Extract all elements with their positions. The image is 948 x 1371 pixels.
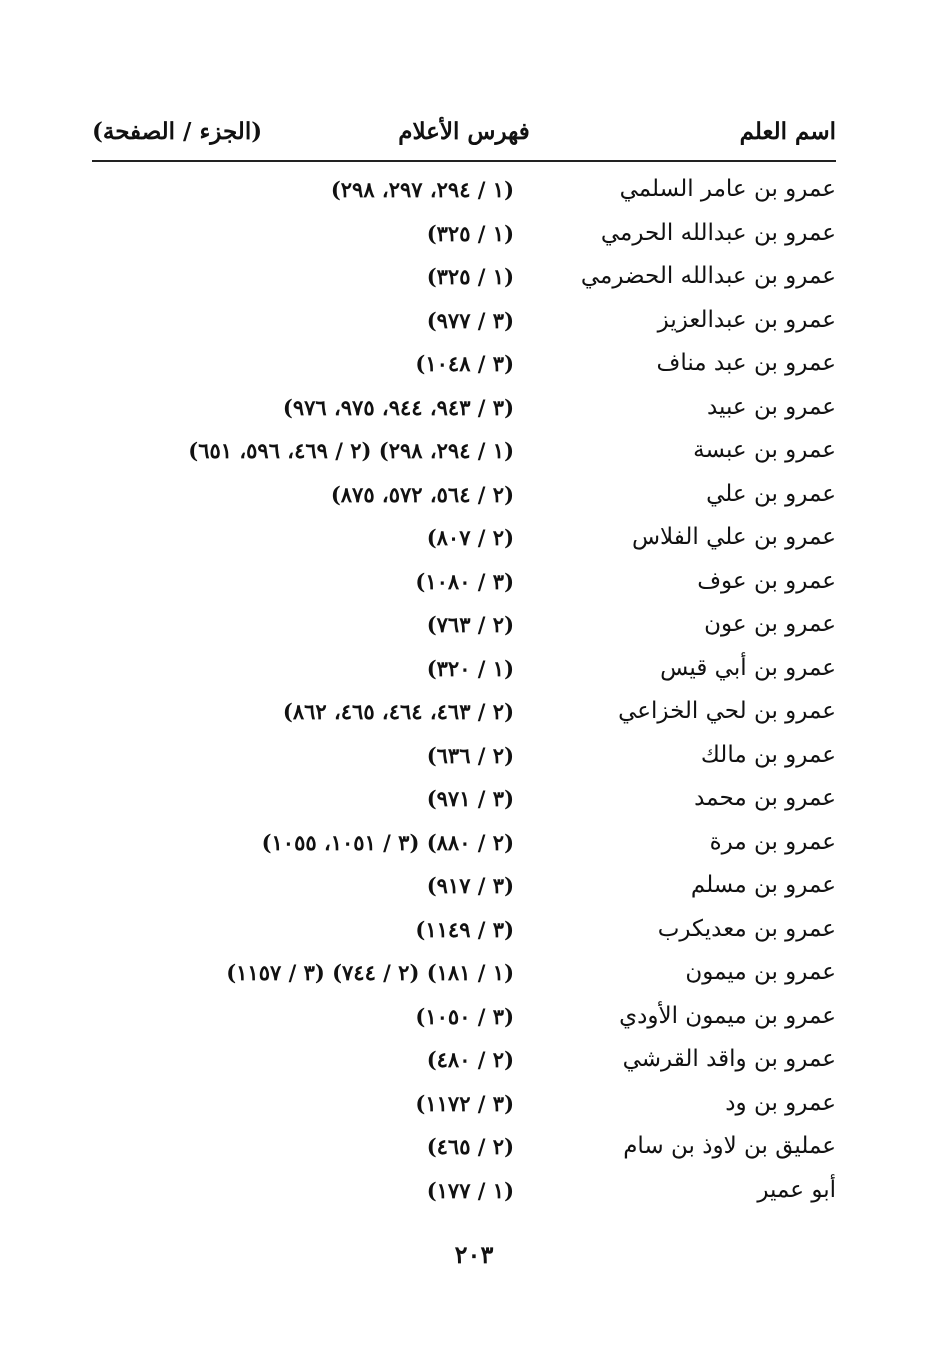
entry-references: (٣ / ١١٤٩) xyxy=(415,916,514,942)
entry-references: (٣ / ٩٧١) xyxy=(426,786,514,811)
entry-name: عمرو بن مرة xyxy=(709,828,836,855)
entry-references: (١ / ٢٩٤، ٢٩٧، ٢٩٨) xyxy=(330,177,514,202)
entry-name: عمرو بن محمد xyxy=(694,785,836,811)
index-entry xyxy=(92,866,836,910)
entry-name: عمرو بن عبدالله الحرمي xyxy=(600,219,836,246)
entry-name: عمرو بن علي xyxy=(706,480,836,507)
entry-name: عمرو بن عبد مناف xyxy=(656,350,836,376)
index-entry xyxy=(92,518,836,562)
entry-name: عمرو بن ود xyxy=(725,1089,836,1116)
index-entry xyxy=(92,388,836,432)
index-entry xyxy=(92,692,836,736)
entry-references: (١ / ١٨١) (٢ / ٧٤٤) (٣ / ١١٥٧) xyxy=(226,960,514,985)
entry-references: (٢ / ٨٠٧) xyxy=(426,525,514,550)
index-entry xyxy=(92,779,836,823)
index-entry xyxy=(92,475,836,519)
entry-name: عمرو بن ميمون xyxy=(685,959,836,985)
entry-references: (٣ / ٩٧٧) xyxy=(426,307,514,333)
entry-name: عمرو بن عبدالعزيز xyxy=(657,306,836,333)
index-header xyxy=(92,112,836,156)
entry-name: عمرو بن لحي الخزاعي xyxy=(618,698,836,724)
index-title: فهرس الأعلام xyxy=(398,118,530,145)
entry-name: عمرو بن مسلم xyxy=(690,872,836,898)
entry-references: (٢ / ٥٦٤، ٥٧٢، ٨٧٥) xyxy=(330,481,514,507)
entry-name: عمرو بن عبيد xyxy=(706,393,836,420)
entry-references: (٢ / ٦٣٦) xyxy=(426,742,514,768)
entry-name: عمرو بن أبي قيس xyxy=(660,654,836,681)
entry-name: عمرو بن معديكرب xyxy=(657,915,836,942)
entry-references: (١ / ٣٢٥) xyxy=(426,264,514,289)
index-entry xyxy=(92,997,836,1041)
entry-name: عمليق بن لاوذ بن سام xyxy=(623,1133,836,1159)
header-divider xyxy=(92,160,836,162)
index-entry xyxy=(92,170,836,214)
index-entry xyxy=(92,649,836,693)
entry-references: (٢ / ٤٨٠) xyxy=(426,1047,514,1072)
entry-references: (١ / ٣٢٥) xyxy=(426,220,514,246)
entry-references: (٢ / ٧٦٣) xyxy=(426,612,514,637)
entry-references: (٣ / ٩٤٣، ٩٤٤، ٩٧٥، ٩٧٦) xyxy=(282,394,514,420)
index-entry xyxy=(92,1171,836,1215)
entry-references: (٢ / ٤٦٣، ٤٦٤، ٤٦٥، ٨٦٢) xyxy=(282,699,514,724)
index-entry xyxy=(92,257,836,301)
index-entry xyxy=(92,1040,836,1084)
entry-name: عمرو بن عون xyxy=(704,611,836,637)
entry-references: (٣ / ٩١٧) xyxy=(426,873,514,898)
index-entry xyxy=(92,344,836,388)
entry-name: عمرو بن عبسة xyxy=(693,437,836,463)
index-entry xyxy=(92,953,836,997)
entry-references: (٢ / ٨٨٠) (٣ / ١٠٥١، ١٠٥٥) xyxy=(261,829,514,855)
entry-references: (٣ / ١٠٤٨) xyxy=(415,351,514,376)
index-entry xyxy=(92,736,836,780)
entry-references: (١ / ٣٢٠) xyxy=(426,655,514,681)
entry-name: أبو عمير xyxy=(757,1176,836,1203)
header-reference-column: (الجزء / الصفحة) xyxy=(92,118,263,145)
header-name-column: اسم العلم xyxy=(739,118,836,145)
entry-name: عمرو بن مالك xyxy=(700,741,836,768)
entry-name: عمرو بن عبدالله الحضرمي xyxy=(580,263,836,289)
index-entry xyxy=(92,1084,836,1128)
page-number: ٢٠٣ xyxy=(454,1240,494,1269)
index-entry xyxy=(92,1127,836,1171)
entry-name: عمرو بن عامر السلمي xyxy=(619,176,836,202)
index-entry xyxy=(92,431,836,475)
index-entry xyxy=(92,823,836,867)
index-entry xyxy=(92,214,836,258)
entry-references: (٣ / ١٠٥٠) xyxy=(415,1003,514,1029)
index-entries xyxy=(92,170,836,1214)
entry-references: (٣ / ١١٧٢) xyxy=(415,1090,514,1116)
entry-references: (١ / ٢٩٤، ٢٩٨) (٢ / ٤٦٩، ٥٩٦، ٦٥١) xyxy=(188,438,514,463)
entry-name: عمرو بن واقد القرشي xyxy=(622,1046,836,1072)
entry-references: (٢ / ٤٦٥) xyxy=(426,1134,514,1159)
entry-name: عمرو بن علي الفلاس xyxy=(631,524,836,550)
index-entry xyxy=(92,605,836,649)
entry-name: عمرو بن عوف xyxy=(697,567,836,594)
index-entry xyxy=(92,910,836,954)
entry-references: (١ / ١٧٧) xyxy=(426,1177,514,1203)
index-entry xyxy=(92,301,836,345)
index-entry xyxy=(92,562,836,606)
entry-name: عمرو بن ميمون الأودي xyxy=(619,1002,836,1029)
entry-references: (٣ / ١٠٨٠) xyxy=(415,568,514,594)
